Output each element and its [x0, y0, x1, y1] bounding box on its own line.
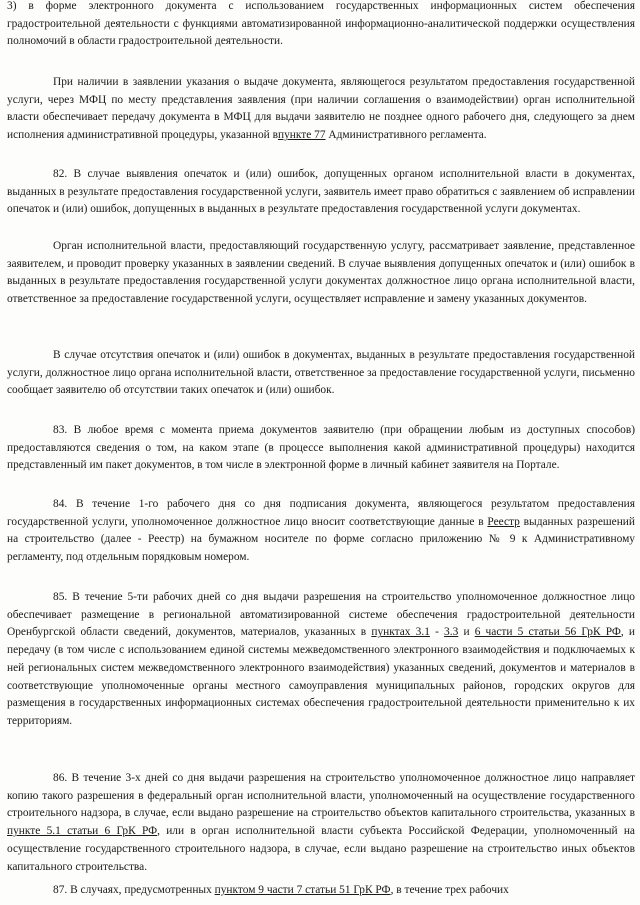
paragraph-85	[7, 589, 635, 731]
paragraph-text: Административного регламента.	[325, 129, 487, 142]
paragraph-mfc-delivery	[7, 74, 635, 145]
link-art-56[interactable]: 6 части 5 статьи 56 ГрК РФ	[474, 626, 621, 639]
paragraph-text: 85. В течение 5-ти рабочих дней со дня выдачи разрешения на строительство уполномоченное должностное лицо обеспечивает размещение в региональной автоматизированной системе обеспечения градостроительной деятельности Оренбургской области сведений, документов, материалов, указанных в	[7, 591, 635, 639]
paragraph-text: 87. В случаях, предусмотренных	[53, 884, 215, 896]
paragraph-text: Орган исполнительной власти, предоставляющий государственную услугу, рассматривает заявление, представленное заявителем, и проводит проверку указанных в заявлении сведений. В случае выявления допущенных опечаток и (или) ошибок в выданных в результате предоставления государственной услуги документах должностное лицо органа исполнительной власти, ответственное за предоставление государственной услуги, осуществляет исправление и замену указанных документов.	[7, 240, 635, 306]
paragraph-item-3	[7, 0, 635, 51]
paragraph-87	[7, 882, 635, 900]
paragraph-review	[7, 238, 635, 309]
link-points-3-1[interactable]: пунктах 3.1	[371, 626, 430, 639]
link-point-3-3[interactable]: 3.3	[444, 626, 459, 639]
paragraph-text: В случае отсутствия опечаток и (или) ошибок в документах, выданных в результате предоставления государственной услуги, должностное лицо органа исполнительной власти, ответственное за предоставление государственной услуги, письменно сообщает заявителю об отсутствии таких опечаток и (или) ошибок.	[7, 349, 635, 397]
paragraph-83	[7, 422, 635, 475]
paragraph-text: и	[458, 626, 475, 639]
paragraph-text: 84. В течение 1-го рабочего дня со дня подписания документа, являющегося результатом предоставления государственной услуги, уполномоченное должностное лицо вносит соответствующие данные в	[7, 498, 635, 528]
paragraph-text: -	[429, 626, 445, 639]
paragraph-text: 82. В случае выявления опечаток и (или) ошибок, допущенных органом исполнительной власти в документах, выданных в результате предоставления государственной услуги, заявитель имеет право обратиться с заявлением об исправлении опечаток и (или) ошибок, допущенных в выданных в результате предоставления государственной услуги документах.	[7, 168, 635, 216]
paragraph-text: , в течение трех рабочих	[390, 884, 509, 896]
paragraph-84	[7, 496, 635, 567]
paragraph-text: , и передачу (в том числе с использованием единой системы межведомственного электронного взаимодействия и подключаемых к ней региональных систем межведомственного электронного взаимодействия) указанных сведений, документов и материалов в соответствующие уполномоченные органы местного самоуправления муниципальных районов, городских округов для размещения в государственных информационных системах обеспечения градостроительной деятельности применительно к их территориям.	[7, 626, 635, 727]
paragraph-text: выданных разрешений на строительство (далее - Реестр) на бумажном носителе по форме согласно приложению № 9 к Административному регламенту, под отдельным порядковым номером.	[7, 515, 635, 564]
link-art-6[interactable]: пункте 5.1 статьи 6 ГрК РФ	[7, 825, 158, 838]
paragraph-text: , или в орган исполнительной власти субъекта Российской Федерации, уполномоченный на осуществление государственного строительного надзора, в случае, если выдано разрешение на строительство иных объектов капитального строительства.	[7, 825, 635, 873]
link-point-77[interactable]: пункте 77	[277, 129, 326, 142]
paragraph-86	[7, 770, 635, 876]
paragraph-text: 3) в форме электронного документа с использованием государственных информационных систем обеспечения градостроительной деятельности с функциями автоматизированной информационно-аналитической поддержки осуществления полномочий в области градостроительной деятельности.	[7, 0, 635, 48]
paragraph-text: 83. В любое время с момента приема документов заявителю (при обращении любым из доступных способов) предоставляются сведения о том, на каком этапе (в процессе выполнения какой административной процедуры) находится представленный им пакет документов, в том числе в электронной форме в личный кабинет заявителя на Портале.	[7, 424, 635, 472]
link-art-51[interactable]: пунктом 9 части 7 статьи 51 ГрК РФ	[214, 884, 391, 896]
paragraph-text: 86. В течение 3-х дней со дня выдачи разрешения на строительство уполномоченное должностное лицо направляет копию такого разрешения в федеральный орган исполнительной власти, уполномоченный на осуществление государственного строительного надзора, в случае, если выдано разрешение на строительство объектов капитального строительства, указанных в	[7, 772, 635, 820]
paragraph-text: При наличии в заявлении указания о выдаче документа, являющегося результатом предоставления государственной услуги, через МФЦ по месту представления заявления (при наличии соглашения о взаимодействии) орган исполнительной власти обеспечивает передачу документа в МФЦ для выдачи заявителю не позднее одного рабочего дня, следующего за днем исполнения административной процедуры, указанной в	[7, 76, 635, 142]
paragraph-no-errors	[7, 347, 635, 400]
link-registry[interactable]: Реестр	[487, 515, 520, 528]
paragraph-82	[7, 166, 635, 219]
